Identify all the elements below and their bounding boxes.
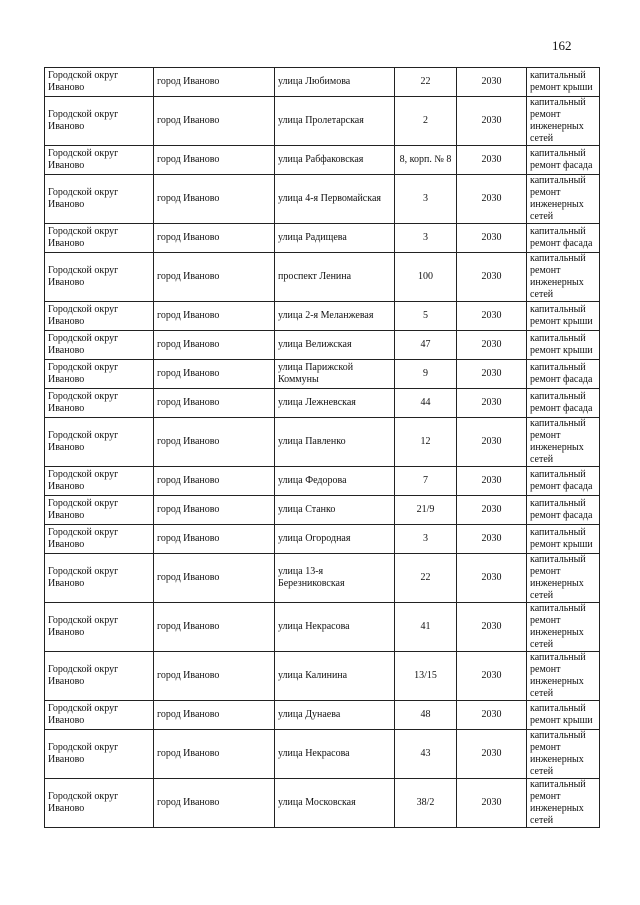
district-cell: Городской округ Иваново — [45, 701, 154, 730]
work-type-cell: капитальный ремонт фасада — [527, 496, 600, 525]
house-number-cell: 43 — [395, 730, 457, 779]
district-cell: Городской округ Иваново — [45, 175, 154, 224]
street-cell: улица Парижской Коммуны — [275, 360, 395, 389]
table-row — [45, 418, 600, 467]
house-number-cell: 38/2 — [395, 779, 457, 828]
table-row — [45, 730, 600, 779]
street-cell: улица Дунаева — [275, 701, 395, 730]
street-cell: улица Радищева — [275, 224, 395, 253]
work-type-cell: капитальный ремонт инженерных сетей — [527, 175, 600, 224]
city-cell: город Иваново — [154, 146, 275, 175]
year-cell: 2030 — [457, 360, 527, 389]
table-row — [45, 525, 600, 554]
city-cell: город Иваново — [154, 418, 275, 467]
street-cell: улица Павленко — [275, 418, 395, 467]
house-number-cell: 2 — [395, 97, 457, 146]
street-cell: улица Некрасова — [275, 603, 395, 652]
table-row — [45, 652, 600, 701]
district-cell: Городской округ Иваново — [45, 652, 154, 701]
work-type-cell: капитальный ремонт крыши — [527, 302, 600, 331]
district-cell: Городской округ Иваново — [45, 224, 154, 253]
street-cell: улица Лежневская — [275, 389, 395, 418]
work-type-cell: капитальный ремонт инженерных сетей — [527, 97, 600, 146]
work-type-cell: капитальный ремонт фасада — [527, 389, 600, 418]
housing-repair-table — [44, 67, 600, 828]
street-cell: улица Некрасова — [275, 730, 395, 779]
year-cell: 2030 — [457, 302, 527, 331]
city-cell: город Иваново — [154, 525, 275, 554]
table-row — [45, 467, 600, 496]
city-cell: город Иваново — [154, 389, 275, 418]
table-row — [45, 253, 600, 302]
work-type-cell: капитальный ремонт фасада — [527, 224, 600, 253]
house-number-cell: 21/9 — [395, 496, 457, 525]
work-type-cell: капитальный ремонт фасада — [527, 360, 600, 389]
street-cell: улица Федорова — [275, 467, 395, 496]
year-cell: 2030 — [457, 253, 527, 302]
year-cell: 2030 — [457, 652, 527, 701]
district-cell: Городской округ Иваново — [45, 360, 154, 389]
street-cell: улица Пролетарская — [275, 97, 395, 146]
house-number-cell: 5 — [395, 302, 457, 331]
year-cell: 2030 — [457, 146, 527, 175]
district-cell: Городской округ Иваново — [45, 603, 154, 652]
street-cell: улица Велижская — [275, 331, 395, 360]
district-cell: Городской округ Иваново — [45, 496, 154, 525]
street-cell: проспект Ленина — [275, 253, 395, 302]
house-number-cell: 8, корп. № 8 — [395, 146, 457, 175]
house-number-cell: 9 — [395, 360, 457, 389]
table-row — [45, 496, 600, 525]
house-number-cell: 3 — [395, 224, 457, 253]
year-cell: 2030 — [457, 175, 527, 224]
year-cell: 2030 — [457, 730, 527, 779]
house-number-cell: 12 — [395, 418, 457, 467]
work-type-cell: капитальный ремонт крыши — [527, 701, 600, 730]
district-cell: Городской округ Иваново — [45, 146, 154, 175]
city-cell: город Иваново — [154, 253, 275, 302]
table-row — [45, 603, 600, 652]
city-cell: город Иваново — [154, 730, 275, 779]
city-cell: город Иваново — [154, 175, 275, 224]
house-number-cell: 22 — [395, 554, 457, 603]
district-cell: Городской округ Иваново — [45, 331, 154, 360]
work-type-cell: капитальный ремонт крыши — [527, 68, 600, 97]
work-type-cell: капитальный ремонт инженерных сетей — [527, 652, 600, 701]
work-type-cell: капитальный ремонт инженерных сетей — [527, 253, 600, 302]
year-cell: 2030 — [457, 97, 527, 146]
street-cell: улица 13-я Березниковская — [275, 554, 395, 603]
table-row — [45, 224, 600, 253]
house-number-cell: 48 — [395, 701, 457, 730]
street-cell: улица Огородная — [275, 525, 395, 554]
district-cell: Городской округ Иваново — [45, 554, 154, 603]
year-cell: 2030 — [457, 389, 527, 418]
city-cell: город Иваново — [154, 360, 275, 389]
street-cell: улица 2-я Меланжевая — [275, 302, 395, 331]
house-number-cell: 13/15 — [395, 652, 457, 701]
table-row — [45, 360, 600, 389]
street-cell: улица Станко — [275, 496, 395, 525]
house-number-cell: 22 — [395, 68, 457, 97]
work-type-cell: капитальный ремонт фасада — [527, 467, 600, 496]
table-row — [45, 302, 600, 331]
city-cell: город Иваново — [154, 652, 275, 701]
year-cell: 2030 — [457, 496, 527, 525]
table-row — [45, 779, 600, 828]
street-cell: улица Московская — [275, 779, 395, 828]
page-number: 162 — [552, 38, 572, 53]
district-cell: Городской округ Иваново — [45, 302, 154, 331]
city-cell: город Иваново — [154, 603, 275, 652]
city-cell: город Иваново — [154, 467, 275, 496]
year-cell: 2030 — [457, 418, 527, 467]
work-type-cell: капитальный ремонт инженерных сетей — [527, 418, 600, 467]
table-row — [45, 554, 600, 603]
city-cell: город Иваново — [154, 302, 275, 331]
table-row — [45, 146, 600, 175]
table-body — [45, 68, 600, 828]
work-type-cell: капитальный ремонт инженерных сетей — [527, 779, 600, 828]
table-row — [45, 701, 600, 730]
table-row — [45, 175, 600, 224]
city-cell: город Иваново — [154, 779, 275, 828]
year-cell: 2030 — [457, 467, 527, 496]
house-number-cell: 100 — [395, 253, 457, 302]
district-cell: Городской округ Иваново — [45, 525, 154, 554]
table-row — [45, 97, 600, 146]
street-cell: улица Рабфаковская — [275, 146, 395, 175]
district-cell: Городской округ Иваново — [45, 467, 154, 496]
work-type-cell: капитальный ремонт фасада — [527, 146, 600, 175]
year-cell: 2030 — [457, 554, 527, 603]
city-cell: город Иваново — [154, 554, 275, 603]
district-cell: Городской округ Иваново — [45, 97, 154, 146]
street-cell: улица Любимова — [275, 68, 395, 97]
year-cell: 2030 — [457, 331, 527, 360]
year-cell: 2030 — [457, 779, 527, 828]
house-number-cell: 3 — [395, 525, 457, 554]
house-number-cell: 47 — [395, 331, 457, 360]
work-type-cell: капитальный ремонт инженерных сетей — [527, 730, 600, 779]
year-cell: 2030 — [457, 525, 527, 554]
city-cell: город Иваново — [154, 224, 275, 253]
district-cell: Городской округ Иваново — [45, 68, 154, 97]
district-cell: Городской округ Иваново — [45, 730, 154, 779]
house-number-cell: 41 — [395, 603, 457, 652]
work-type-cell: капитальный ремонт инженерных сетей — [527, 603, 600, 652]
work-type-cell: капитальный ремонт крыши — [527, 331, 600, 360]
district-cell: Городской округ Иваново — [45, 779, 154, 828]
work-type-cell: капитальный ремонт крыши — [527, 525, 600, 554]
table-row — [45, 389, 600, 418]
year-cell: 2030 — [457, 701, 527, 730]
district-cell: Городской округ Иваново — [45, 253, 154, 302]
city-cell: город Иваново — [154, 331, 275, 360]
table-row — [45, 68, 600, 97]
year-cell: 2030 — [457, 224, 527, 253]
city-cell: город Иваново — [154, 496, 275, 525]
district-cell: Городской округ Иваново — [45, 389, 154, 418]
street-cell: улица 4-я Первомайская — [275, 175, 395, 224]
year-cell: 2030 — [457, 68, 527, 97]
year-cell: 2030 — [457, 603, 527, 652]
city-cell: город Иваново — [154, 97, 275, 146]
district-cell: Городской округ Иваново — [45, 418, 154, 467]
city-cell: город Иваново — [154, 701, 275, 730]
table-row — [45, 331, 600, 360]
house-number-cell: 3 — [395, 175, 457, 224]
work-type-cell: капитальный ремонт инженерных сетей — [527, 554, 600, 603]
house-number-cell: 44 — [395, 389, 457, 418]
street-cell: улица Калинина — [275, 652, 395, 701]
city-cell: город Иваново — [154, 68, 275, 97]
house-number-cell: 7 — [395, 467, 457, 496]
